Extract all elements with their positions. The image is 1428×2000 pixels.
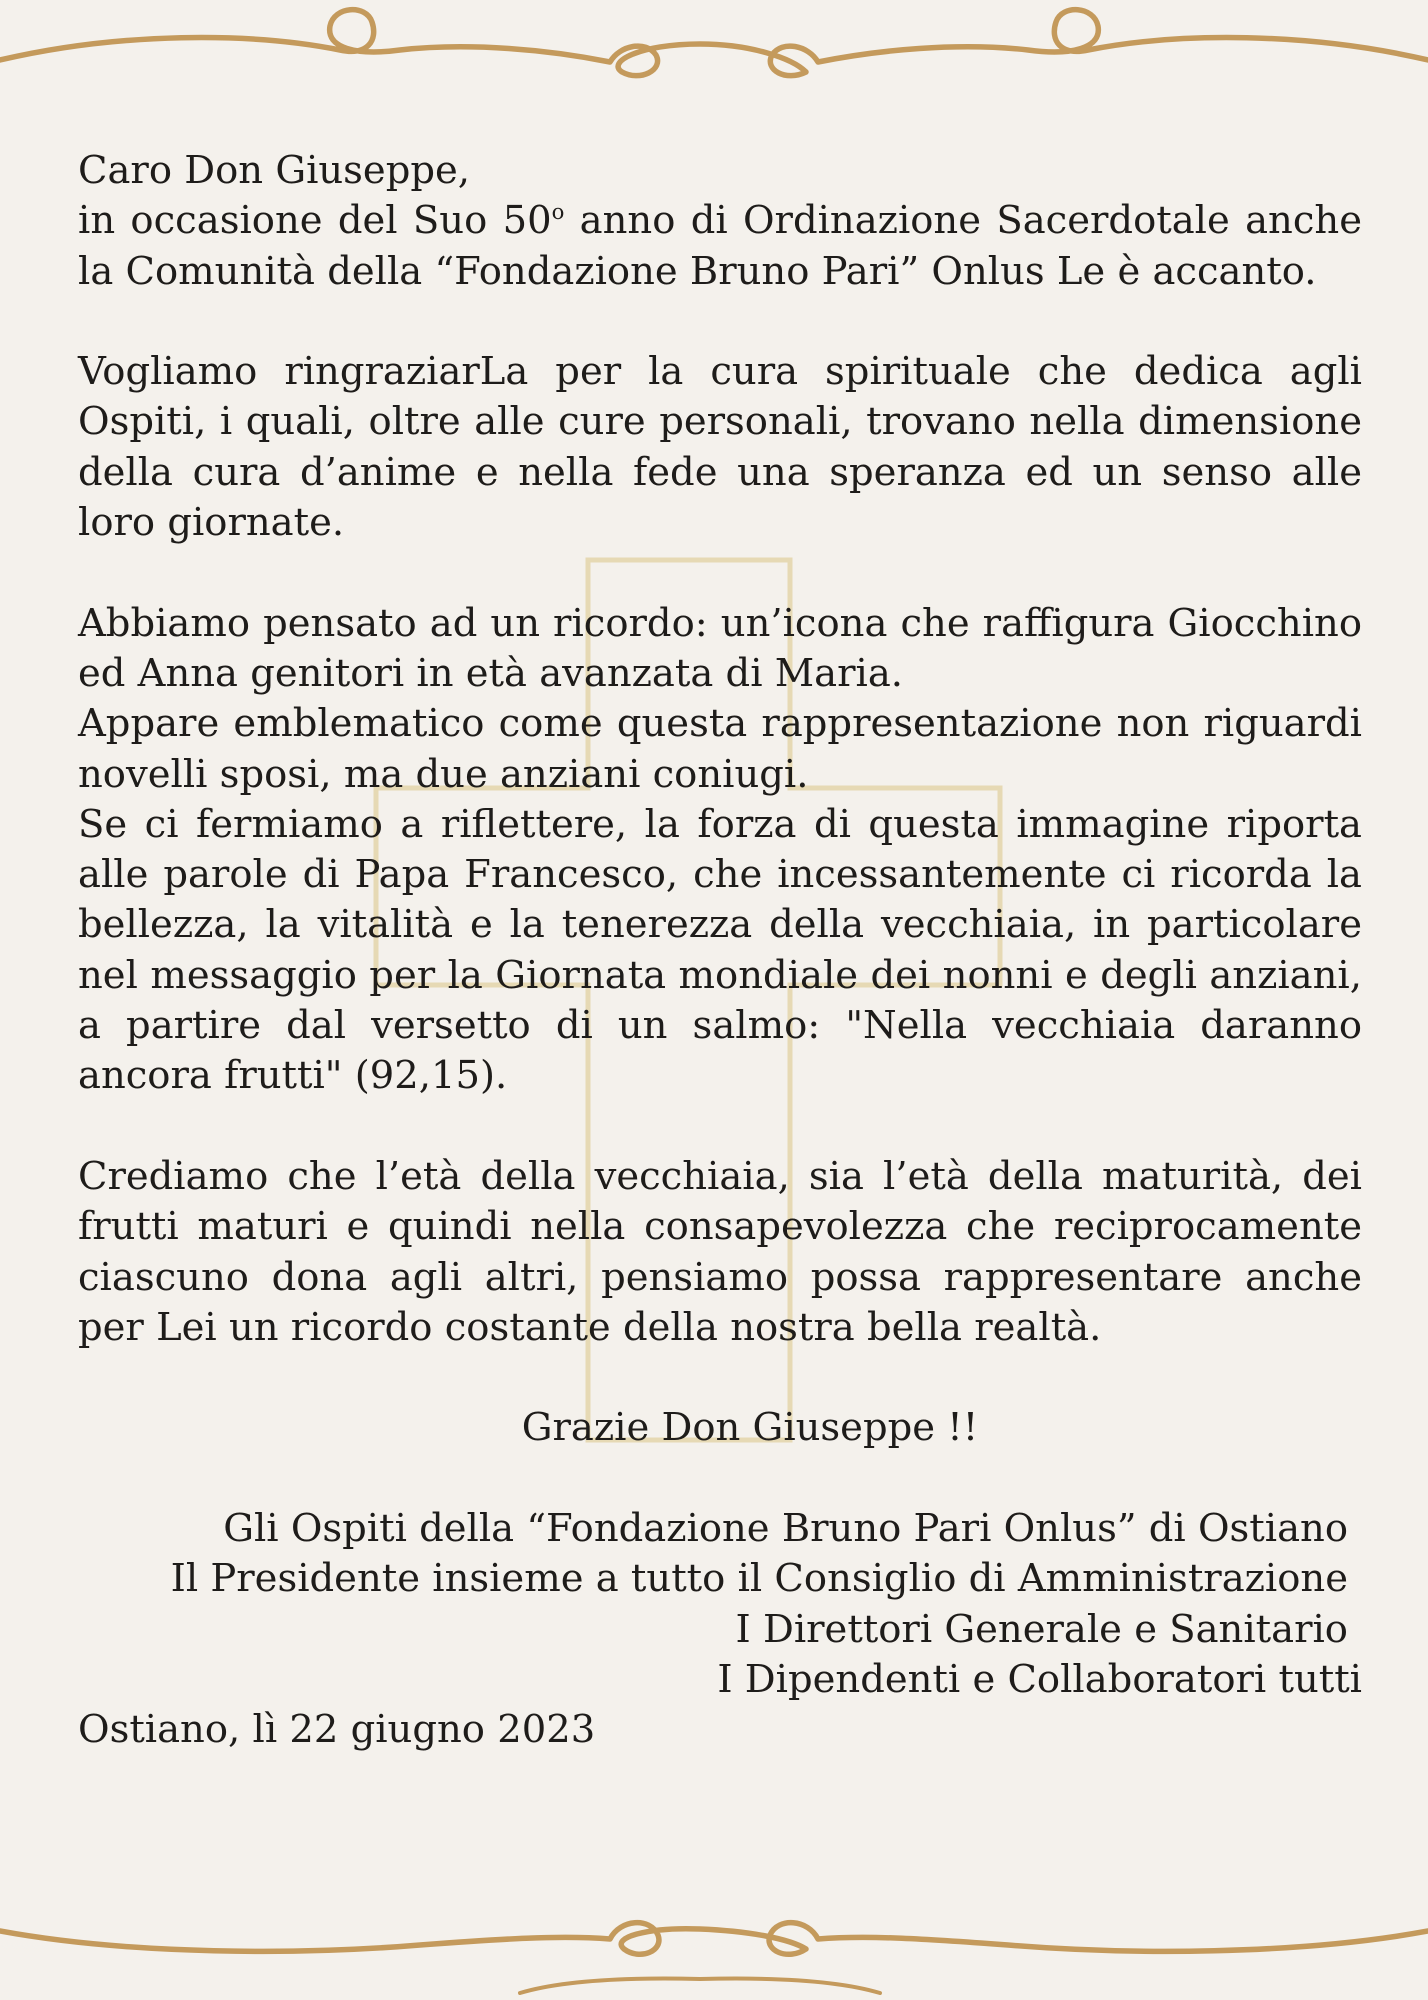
paragraph-pope-francis: Se ci fermiamo a riflettere, la forza di questa immagine riporta alle parole di Papa Francesco, che incessantemente ci ricorda la bellezza, la vitalità e la tenerezza della vecchiaia, in particolare nel messaggio per la Giornata mondiale dei nonni e degli anziani, a partire dal versetto di un salmo: "Nella vecchiaia daranno ancora frutti" (92,15). bbox=[78, 801, 1362, 1099]
salutation: Caro Don Giuseppe, bbox=[78, 148, 471, 193]
paragraph-old-age: Crediamo che l’età della vecchiaia, sia l’età della maturità, dei frutti maturi e quindi nella consapevolezza che reciprocamente ciascuno dona agli altri, pensiamo possa rappresentare anche per Lei un ricordo costante della nostra bella realtà. bbox=[78, 1153, 1362, 1350]
letter-body bbox=[78, 146, 1362, 1756]
signature-line: I Dipendenti e Collaboratori tutti bbox=[717, 1656, 1362, 1702]
flourish-border-top-icon bbox=[0, 0, 1428, 90]
place-date: Ostiano, lì 22 giugno 2023 bbox=[78, 1707, 596, 1753]
signature-line: Il Presidente insieme a tutto il Consiglio di Amministrazione bbox=[170, 1556, 1348, 1602]
signature-line: Gli Ospiti della “Fondazione Bruno Pari Onlus” di Ostiano bbox=[223, 1506, 1348, 1552]
paragraph-emblematic: Appare emblematico come questa rappresentazione non riguardi novelli sposi, ma due anziani coniugi. bbox=[78, 701, 1362, 797]
thanks-line: Grazie Don Giuseppe !! bbox=[521, 1405, 979, 1451]
signature-block bbox=[78, 1504, 1362, 1705]
signature-line: I Direttori Generale e Sanitario bbox=[735, 1606, 1348, 1652]
paragraph-icon-gift: Abbiamo pensato ad un ricordo: un’icona che raffigura Giocchino ed Anna genitori in età avanzata di Maria. bbox=[78, 600, 1362, 696]
flourish-border-bottom-icon bbox=[0, 1905, 1428, 1995]
paragraph-occasion: in occasione del Suo 50$^o$ anno di Ordinazione Sacerdotale anche la Comunità della “Fondazione Bruno Pari” Onlus Le è accanto. bbox=[78, 198, 1362, 294]
paragraph-thanks-care: Vogliamo ringraziarLa per la cura spirituale che dedica agli Ospiti, i quali, oltre alle cure personali, trovano nella dimensione della cura d’anime e nella fede una speranza ed un senso alle loro giornate. bbox=[78, 349, 1362, 546]
